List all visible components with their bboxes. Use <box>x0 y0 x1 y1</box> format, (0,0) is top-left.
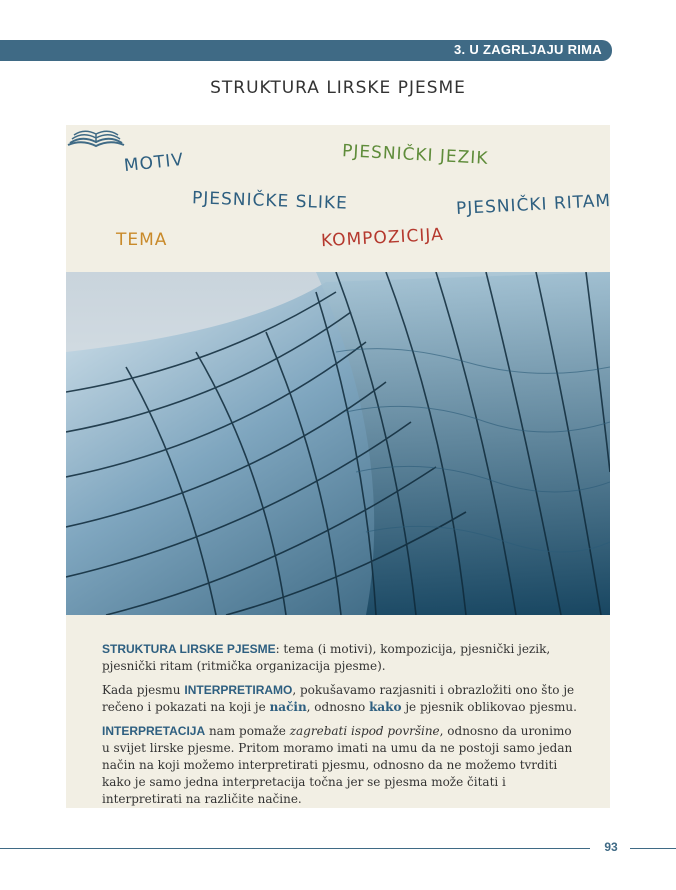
p3-pre: nam pomaže <box>205 724 290 738</box>
p3-post: , odnosno da uronimo u svijet lirske pjesme. Pritom moramo imati na umu da ne postoji samo jedan način na koji možemo interpretirati pjesmu, odnosno da ne možemo tvrditi kako je samo jedna interpretacija točna jer se pjesma može čitati i interpretirati na različite načine. <box>102 724 573 806</box>
keyword-kompozicija: KOMPOZICIJA <box>320 224 445 252</box>
term-interpretacija: INTERPRETACIJA <box>102 724 206 738</box>
keywords-panel <box>66 125 610 273</box>
p3-italic: zagrebati ispod površine <box>289 724 440 738</box>
p2-mid2: , odnosno <box>306 700 370 714</box>
keyword-pjesnicki-jezik: PJESNIČKI JEZIK <box>341 141 489 169</box>
keyword-motiv: MOTIV <box>123 149 185 177</box>
footer-divider-left <box>0 848 590 849</box>
footer-divider-right <box>630 848 676 849</box>
keyword-tema: TEMA <box>116 230 168 250</box>
keyword-pjesnicki-ritam: PJESNIČKI RITAM <box>455 190 612 220</box>
page-number: 93 <box>604 840 618 854</box>
bold-nacin: način <box>269 700 307 714</box>
paragraph-structure <box>102 641 582 675</box>
paragraph-interpretacija <box>102 723 582 808</box>
p2-post: je pjesnik oblikovao pjesmu. <box>401 700 577 714</box>
paragraph-interpretiramo <box>102 682 582 716</box>
page-title: STRUKTURA LIRSKE PJESME <box>210 78 466 98</box>
chapter-title: 3. U ZAGRLJAJU RIMA <box>454 42 602 57</box>
p2-mid1: , pokušavamo razjasniti i obrazložiti ono što je rečeno i pokazati na koji je <box>102 683 575 714</box>
p2-pre: Kada pjesmu <box>102 683 185 697</box>
term-struktura: STRUKTURA LIRSKE PJESME <box>102 642 276 656</box>
bold-kako: kako <box>369 700 402 714</box>
keyword-pjesnicke-slike: PJESNIČKE SLIKE <box>191 188 349 214</box>
paragraph-structure-text: : tema (i motivi), kompozicija, pjesnički jezik, pjesnički ritam (ritmička organizacija pjesme). <box>102 642 551 673</box>
architecture-photo <box>66 272 610 615</box>
definition-panel <box>66 615 610 808</box>
open-book-icon <box>66 127 126 149</box>
chapter-header-bar <box>0 40 612 61</box>
term-interpretiramo: INTERPRETIRAMO <box>184 683 293 697</box>
